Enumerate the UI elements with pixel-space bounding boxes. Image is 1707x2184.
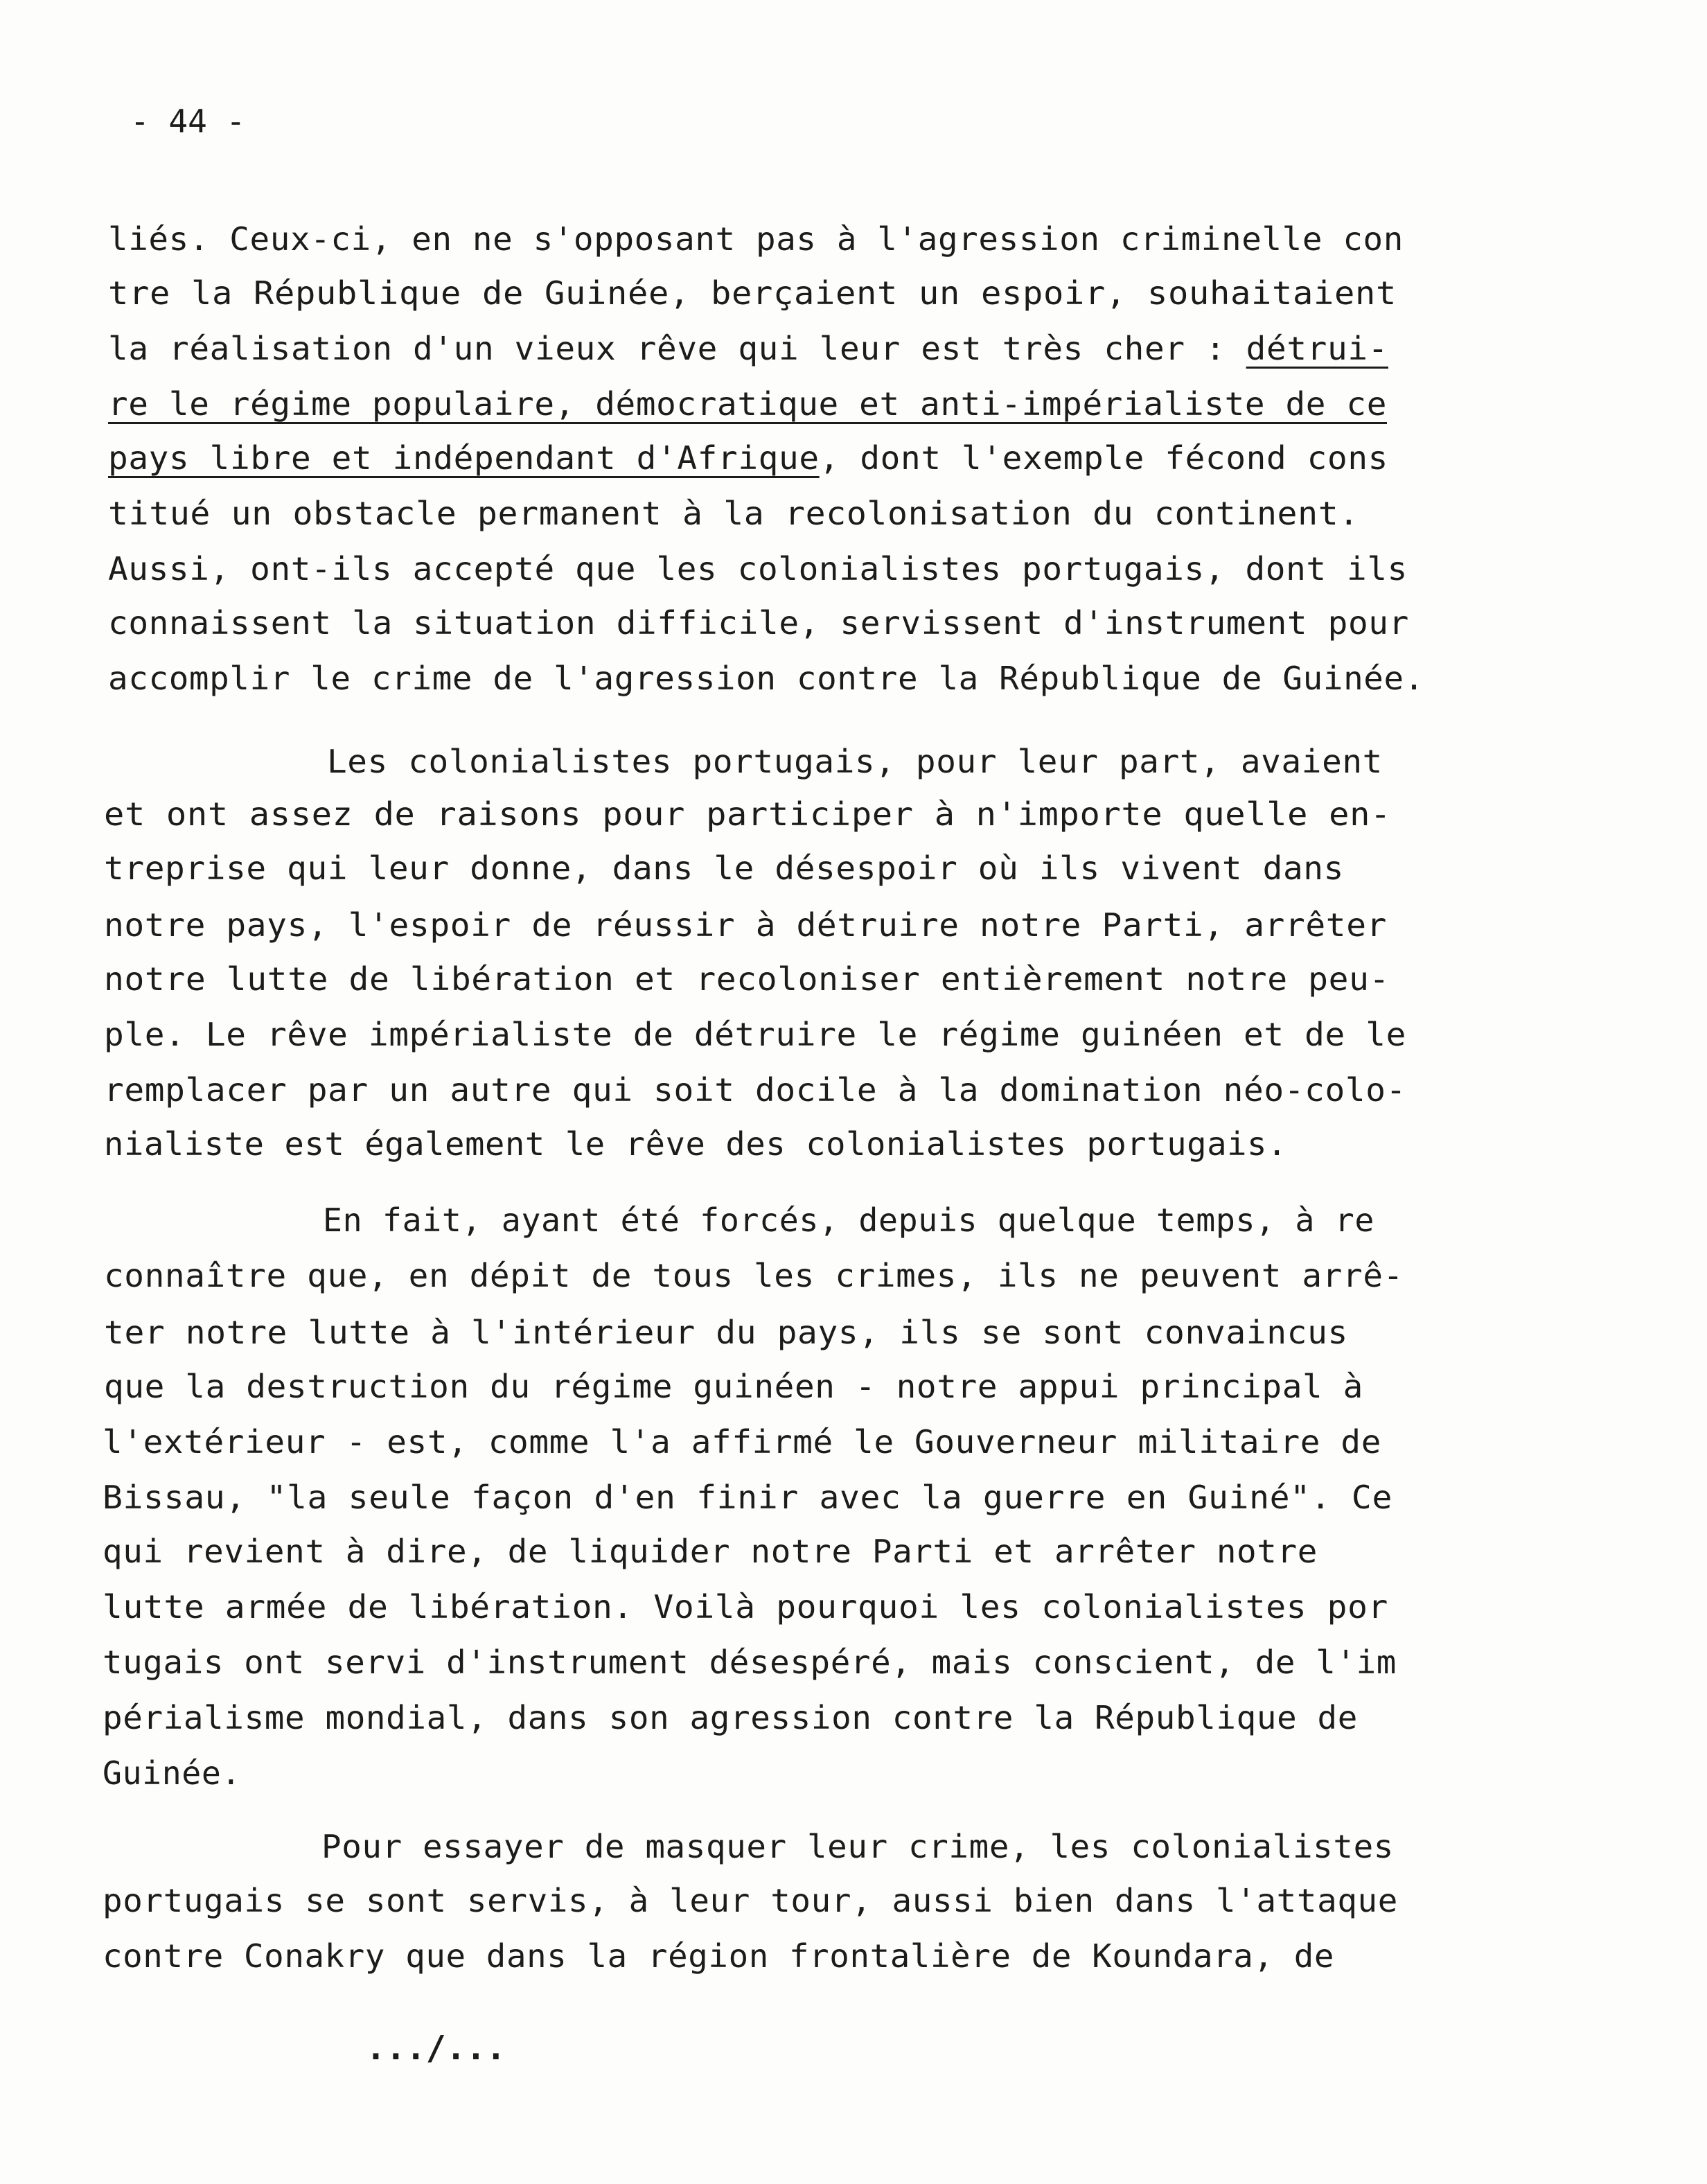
text-line: [108, 604, 1409, 642]
text-segment: remplacer par un autre qui soit docile à la domination néo-colo-: [104, 1071, 1407, 1109]
text-line: [104, 906, 1387, 944]
page-number: - 44 -: [130, 103, 246, 140]
text-line: [108, 660, 1424, 697]
continuation-mark: .../...: [366, 2029, 506, 2068]
text-line: [108, 439, 1388, 477]
text-line: [103, 1699, 1358, 1736]
text-segment: que la destruction du régime guinéen - notre appui principal à: [104, 1368, 1364, 1405]
text-segment: titué un obstacle permanent à la recolonisation du continent.: [108, 495, 1359, 532]
text-line: [103, 1423, 1381, 1461]
text-segment: tre la République de Guinée, berçaient un espoir, souhaitaient: [108, 274, 1397, 312]
text-line: [104, 1071, 1406, 1109]
text-line: [103, 1644, 1397, 1681]
text-segment: périalisme mondial, dans son agression contre la République de: [103, 1699, 1358, 1736]
text-line: [108, 220, 1404, 258]
text-line: [108, 274, 1397, 312]
text-line: [103, 1882, 1398, 1919]
text-segment: notre pays, l'espoir de réussir à détruire notre Parti, arrêter: [104, 906, 1387, 944]
text-segment: tugais ont servi d'instrument désespéré, mais conscient, de l'im: [103, 1644, 1397, 1681]
text-segment: connaître que, en dépit de tous les crimes, ils ne peuvent arrê-: [104, 1257, 1404, 1294]
text-segment: En fait, ayant été forcés, depuis quelque temps, à re: [323, 1201, 1375, 1239]
text-segment: ple. Le rêve impérialiste de détruire le régime guinéen et de le: [104, 1016, 1407, 1053]
underlined-text: pays libre et indépendant d'Afrique: [108, 439, 820, 477]
text-segment: accomplir le crime de l'agression contre la République de Guinée.: [108, 660, 1424, 697]
text-line: [108, 550, 1408, 588]
text-line: [104, 1314, 1348, 1351]
text-segment: nialiste est également le rêve des colonialistes portugais.: [104, 1125, 1288, 1163]
text-line: [104, 960, 1390, 998]
text-segment: Aussi, ont-ils accepté que les colonialistes portugais, dont ils: [108, 550, 1408, 588]
text-segment: l'extérieur - est, comme l'a affirmé le Gouverneur militaire de: [103, 1423, 1381, 1461]
text-segment: notre lutte de libération et recoloniser entièrement notre peu-: [104, 960, 1390, 998]
text-line: [104, 1368, 1363, 1405]
text-line: [321, 1828, 1394, 1865]
text-segment: liés. Ceux-ci, en ne s'opposant pas à l'agression criminelle con: [108, 220, 1404, 258]
text-line: [108, 495, 1359, 532]
text-segment: et ont assez de raisons pour participer à n'importe quelle en-: [104, 795, 1391, 833]
text-segment: lutte armée de libération. Voilà pourquoi les colonialistes por: [103, 1588, 1388, 1626]
text-line: [104, 1125, 1287, 1163]
text-line: [104, 1016, 1406, 1053]
text-line: [104, 1257, 1404, 1294]
text-segment: qui revient à dire, de liquider notre Parti et arrêter notre: [103, 1533, 1318, 1570]
text-segment: treprise qui leur donne, dans le désespoir où ils vivent dans: [104, 849, 1344, 887]
text-segment: contre Conakry que dans la région frontalière de Koundara, de: [103, 1937, 1334, 1975]
text-segment: , dont l'exemple fécond cons: [819, 439, 1388, 477]
text-segment: Guinée.: [103, 1754, 241, 1792]
underlined-text: re le régime populaire, démocratique et anti-impérialiste de ce: [108, 385, 1387, 423]
text-line: [103, 1479, 1392, 1516]
text-line: [108, 330, 1388, 367]
text-line: [327, 743, 1383, 780]
text-line: [103, 1588, 1388, 1626]
text-line: [104, 849, 1344, 887]
text-line: [104, 795, 1391, 833]
text-segment: la réalisation d'un vieux rêve qui leur est très cher :: [108, 330, 1246, 367]
text-segment: connaissent la situation difficile, servissent d'instrument pour: [108, 604, 1410, 642]
text-line: [103, 1754, 241, 1792]
text-line: [103, 1533, 1318, 1570]
text-segment: ter notre lutte à l'intérieur du pays, ils se sont convaincus: [104, 1314, 1348, 1351]
underlined-text: détrui-: [1246, 330, 1388, 367]
text-segment: portugais se sont servis, à leur tour, aussi bien dans l'attaque: [103, 1882, 1398, 1919]
text-segment: Les colonialistes portugais, pour leur part, avaient: [327, 743, 1383, 780]
text-segment: Pour essayer de masquer leur crime, les colonialistes: [321, 1828, 1394, 1865]
text-segment: Bissau, "la seule façon d'en finir avec la guerre en Guiné". Ce: [103, 1479, 1392, 1516]
text-line: [108, 385, 1387, 423]
text-line: [323, 1201, 1374, 1239]
text-line: [103, 1937, 1334, 1975]
